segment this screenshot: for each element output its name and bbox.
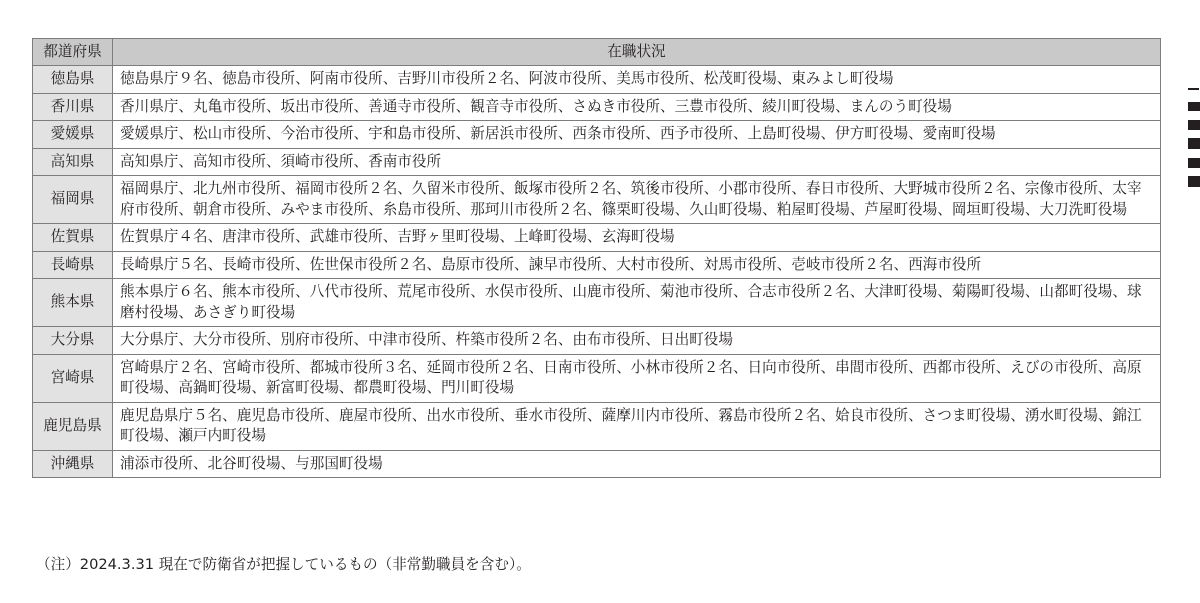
prefecture-cell: 長崎県 <box>33 251 113 279</box>
status-cell: 香川県庁、丸亀市役所、坂出市役所、善通寺市役所、観音寺市役所、さぬき市役所、三豊市役所、綾川町役場、まんのう町役場 <box>113 93 1161 121</box>
table-row <box>33 93 1161 121</box>
status-cell: 長崎県庁５名、長崎市役所、佐世保市役所２名、島原市役所、諫早市役所、大村市役所、対馬市役所、壱岐市役所２名、西海市役所 <box>113 251 1161 279</box>
prefecture-cell: 香川県 <box>33 93 113 121</box>
table-row <box>33 148 1161 176</box>
header-prefecture: 都道府県 <box>33 39 113 66</box>
cropped-side-text <box>1188 88 1200 198</box>
status-cell: 佐賀県庁４名、唐津市役所、武雄市役所、吉野ヶ里町役場、上峰町役場、玄海町役場 <box>113 224 1161 252</box>
table-row <box>33 66 1161 94</box>
header-status: 在職状況 <box>113 39 1161 66</box>
status-cell: 高知県庁、高知市役所、須崎市役所、香南市役所 <box>113 148 1161 176</box>
prefecture-cell: 福岡県 <box>33 176 113 224</box>
status-cell: 大分県庁、大分市役所、別府市役所、中津市役所、杵築市役所２名、由布市役所、日出町役場 <box>113 327 1161 355</box>
employment-table <box>32 38 1161 478</box>
prefecture-cell: 鹿児島県 <box>33 402 113 450</box>
table-row <box>33 354 1161 402</box>
status-cell: 徳島県庁９名、徳島市役所、阿南市役所、吉野川市役所２名、阿波市役所、美馬市役所、松茂町役場、東みよし町役場 <box>113 66 1161 94</box>
table-row <box>33 402 1161 450</box>
footnote: （注）2024.3.31 現在で防衛省が把握しているもの（非常勤職員を含む）。 <box>36 556 531 573</box>
prefecture-cell: 熊本県 <box>33 279 113 327</box>
table-row <box>33 251 1161 279</box>
prefecture-cell: 宮崎県 <box>33 354 113 402</box>
table-header-row <box>33 39 1161 66</box>
prefecture-cell: 高知県 <box>33 148 113 176</box>
status-cell: 福岡県庁、北九州市役所、福岡市役所２名、久留米市役所、飯塚市役所２名、筑後市役所、小郡市役所、春日市役所、大野城市役所２名、宗像市役所、太宰府市役所、朝倉市役所、みやま市役所、糸島市役所、那珂川市役所２名、篠栗町役場、久山町役場、粕屋町役場、芦屋町役場、岡垣町役場、大刀洗町役場 <box>113 176 1161 224</box>
prefecture-cell: 佐賀県 <box>33 224 113 252</box>
status-cell: 熊本県庁６名、熊本市役所、八代市役所、荒尾市役所、水俣市役所、山鹿市役所、菊池市役所、合志市役所２名、大津町役場、菊陽町役場、山都町役場、球磨村役場、あさぎり町役場 <box>113 279 1161 327</box>
table-row <box>33 224 1161 252</box>
prefecture-cell: 愛媛県 <box>33 121 113 149</box>
status-cell: 宮崎県庁２名、宮崎市役所、都城市役所３名、延岡市役所２名、日南市役所、小林市役所２名、日向市役所、串間市役所、西都市役所、えびの市役所、高原町役場、高鍋町役場、新富町役場、都農町役場、門川町役場 <box>113 354 1161 402</box>
table-row <box>33 450 1161 478</box>
prefecture-cell: 大分県 <box>33 327 113 355</box>
status-cell: 浦添市役所、北谷町役場、与那国町役場 <box>113 450 1161 478</box>
table-row <box>33 176 1161 224</box>
table-row <box>33 279 1161 327</box>
prefecture-cell: 徳島県 <box>33 66 113 94</box>
status-cell: 愛媛県庁、松山市役所、今治市役所、宇和島市役所、新居浜市役所、西条市役所、西予市役所、上島町役場、伊方町役場、愛南町役場 <box>113 121 1161 149</box>
status-cell: 鹿児島県庁５名、鹿児島市役所、鹿屋市役所、出水市役所、垂水市役所、薩摩川内市役所、霧島市役所２名、姶良市役所、さつま町役場、湧水町役場、錦江町役場、瀬戸内町役場 <box>113 402 1161 450</box>
table-row <box>33 121 1161 149</box>
table-row <box>33 327 1161 355</box>
prefecture-cell: 沖縄県 <box>33 450 113 478</box>
